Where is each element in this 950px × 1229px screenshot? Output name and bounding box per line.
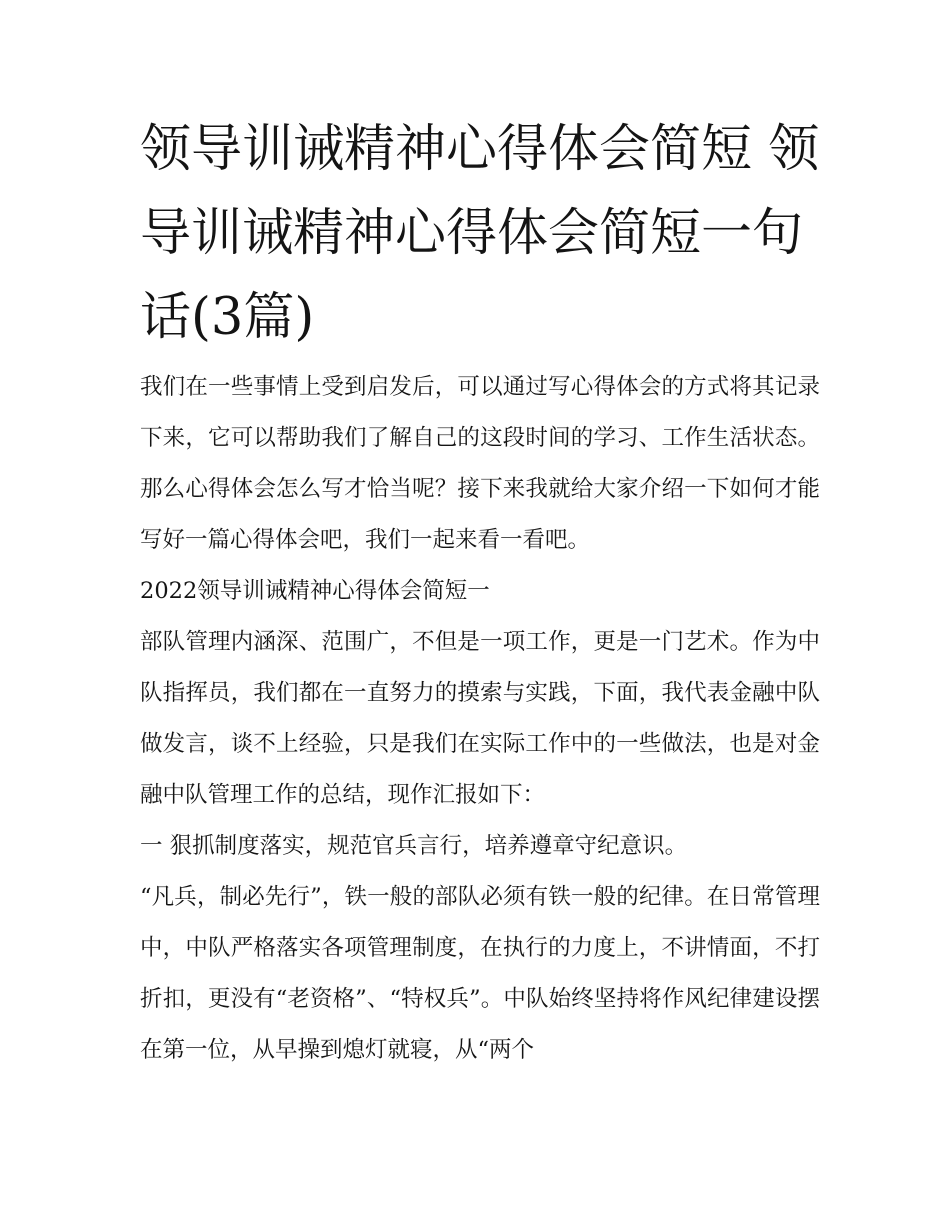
body-paragraph-3: “凡兵，制必先行”，铁一般的部队必须有铁一般的纪律。在日常管理中，中队严格落实各项管理制度，在执行的力度上，不讲情面，不打折扣，更没有“老资格”、“特权兵”。中队始终坚持将作风纪律建设摆在第一位，从早操到熄灯就寝，从“两个 <box>140 884 820 1063</box>
intro-paragraph: 我们在一些事情上受到启发后，可以通过写心得体会的方式将其记录下来，它可以帮助我们了解自己的这段时间的学习、工作生活状态。那么心得体会怎么写才恰当呢？接下来我就给大家介绍一下如何才能写好一篇心得体会吧，我们一起来看一看吧。 <box>140 374 820 553</box>
body-paragraph-1: 部队管理内涵深、范围广，不但是一项工作，更是一门艺术。作为中队指挥员，我们都在一直努力的摸索与实践，下面，我代表金融中队做发言，谈不上经验，只是我们在实际工作中的一些做法，也是对金融中队管理工作的总结，现作汇报如下： <box>140 629 820 808</box>
title-line-2: 导训诫精神心得体会简短一句 <box>140 204 804 263</box>
title-line-3: 话(3篇) <box>140 288 315 347</box>
section-heading: 2022领导训诫精神心得体会简短一 <box>140 578 490 604</box>
document-content <box>140 108 820 1076</box>
body-paragraph-2: 一 狠抓制度落实，规范官兵言行，培养遵章守纪意识。 <box>140 833 688 859</box>
document-title <box>140 108 820 360</box>
title-line-1: 领导训诫精神心得体会简短 领 <box>140 120 820 179</box>
